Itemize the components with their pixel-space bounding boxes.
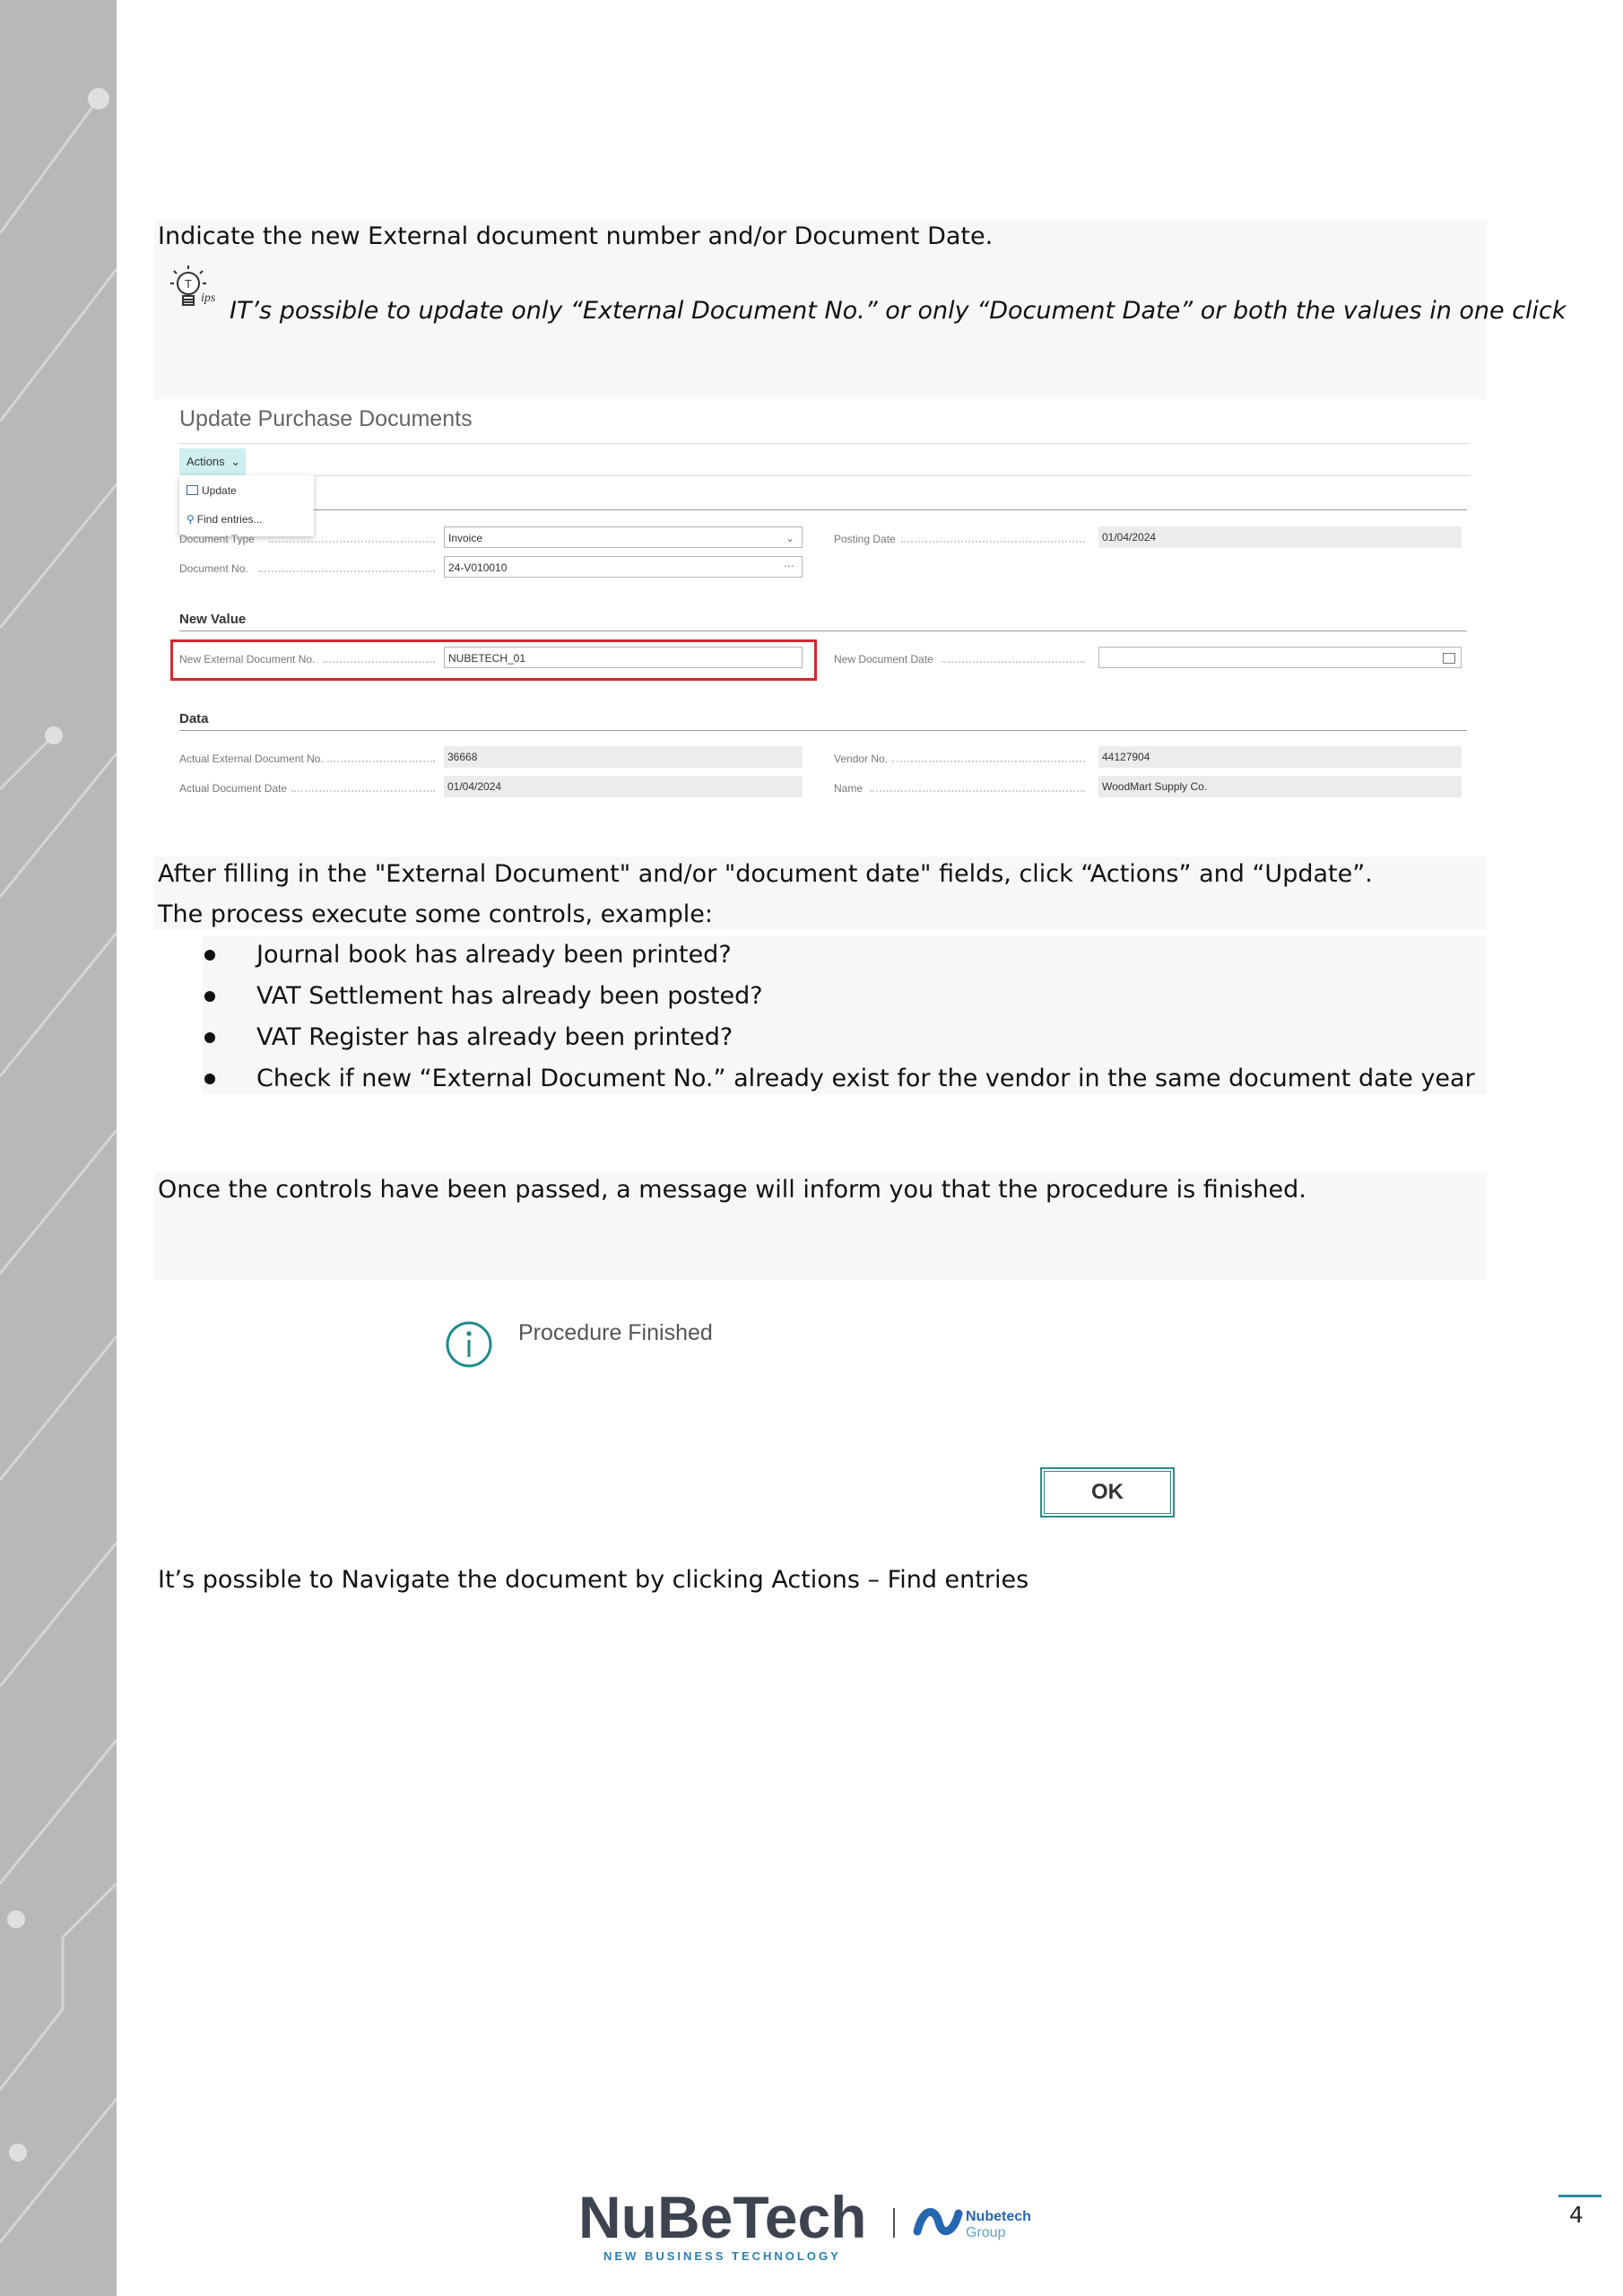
document-no-label: Document No. [179, 562, 248, 575]
menu-item-update[interactable]: Update [187, 481, 237, 500]
bullet-dot [204, 991, 215, 1002]
calendar-icon[interactable] [1443, 653, 1455, 664]
nubetech-logo [578, 2188, 1063, 2268]
vendor-no-field: 44127904 [1098, 746, 1462, 768]
info-icon [446, 1321, 492, 1368]
ok-button[interactable]: OK [1040, 1467, 1175, 1518]
dialog-message: Procedure Finished [518, 1320, 713, 1345]
bullet-dot [204, 950, 215, 961]
bullet-dot [204, 1074, 215, 1084]
lookup-icon[interactable]: ⋯ [784, 560, 794, 572]
brand-tagline: NEW BUSINESS TECHNOLOGY [603, 2249, 841, 2263]
posting-date-label: Posting Date [834, 533, 896, 545]
actions-label: Actions [187, 455, 225, 468]
tips-lightbulb-icon [163, 262, 226, 317]
bullet-item: VAT Register has already been printed? [256, 1023, 733, 1051]
bullet-dot [204, 1032, 215, 1043]
menu-item-find-entries[interactable]: ⚲ Find entries... [187, 513, 263, 526]
brand-text: NuBeTech [578, 2188, 867, 2250]
tip-text: IT’s possible to update only “External Document No.” or only “Document Date” or both the values in one click [230, 297, 1567, 325]
chevron-down-icon: ⌄ [785, 532, 794, 544]
group-logo-icon [917, 2212, 959, 2231]
update-purchase-documents-screenshot [170, 399, 1480, 807]
bullet-item: Check if new “External Document No.” already exist for the vendor in the same document date year [256, 1065, 1475, 1092]
vendor-no-label: Vendor No. [834, 752, 889, 765]
page-number-line [1558, 2195, 1601, 2197]
controls-line: Once the controls have been passed, a message will inform you that the procedure is finished. [158, 1176, 1306, 1204]
new-value-section: New Value [179, 612, 247, 627]
document-no-field[interactable]: 24-V010010 ⋯ [444, 556, 803, 578]
circuit-pattern [0, 0, 117, 2296]
actual-ext-doc-field: 36668 [444, 746, 803, 768]
intro-line: Indicate the new External document number and/or Document Date. [158, 222, 994, 250]
after-line-2: The process execute some controls, example: [158, 900, 713, 928]
data-section: Data [179, 711, 209, 726]
posting-date-field: 01/04/2024 [1098, 526, 1462, 548]
document-type-label: Document Type [179, 533, 255, 545]
group-name: Nubetech [966, 2209, 1031, 2224]
update-icon [187, 485, 198, 495]
decorative-sidebar [0, 0, 117, 2296]
group-name-2: Group [966, 2225, 1006, 2240]
name-field: WoodMart Supply Co. [1098, 776, 1462, 797]
actual-doc-date-field: 01/04/2024 [444, 776, 803, 797]
new-ext-doc-label: New External Document No. [179, 653, 316, 665]
find-icon: ⚲ [187, 513, 195, 526]
bullet-item: Journal book has already been printed? [256, 941, 732, 969]
svg-text:ips: ips [201, 291, 216, 305]
new-doc-date-label: New Document Date [834, 653, 933, 665]
actual-ext-doc-label: Actual External Document No. [179, 752, 324, 765]
new-doc-date-input[interactable] [1098, 647, 1462, 668]
page-number: 4 [1569, 2202, 1584, 2228]
after-line-1: After filling in the "External Document" and/or "document date" fields, click “Actions” and “Update”. [158, 860, 1373, 888]
actions-button[interactable] [179, 448, 246, 475]
tips-icon-letter: T [185, 277, 192, 291]
page-title: Update Purchase Documents [179, 406, 473, 431]
chevron-down-icon: ⌄ [230, 455, 241, 468]
name-label: Name [834, 782, 864, 795]
actual-doc-date-label: Actual Document Date [179, 782, 288, 795]
bullet-item: VAT Settlement has already been posted? [256, 982, 763, 1010]
document-type-select[interactable]: Invoice ⌄ [444, 526, 803, 548]
actions-menu [179, 475, 314, 536]
new-ext-doc-input[interactable]: NUBETECH_01 [444, 647, 803, 668]
navigate-line: It’s possible to Navigate the document by clicking Actions – Find entries [158, 1566, 1029, 1594]
